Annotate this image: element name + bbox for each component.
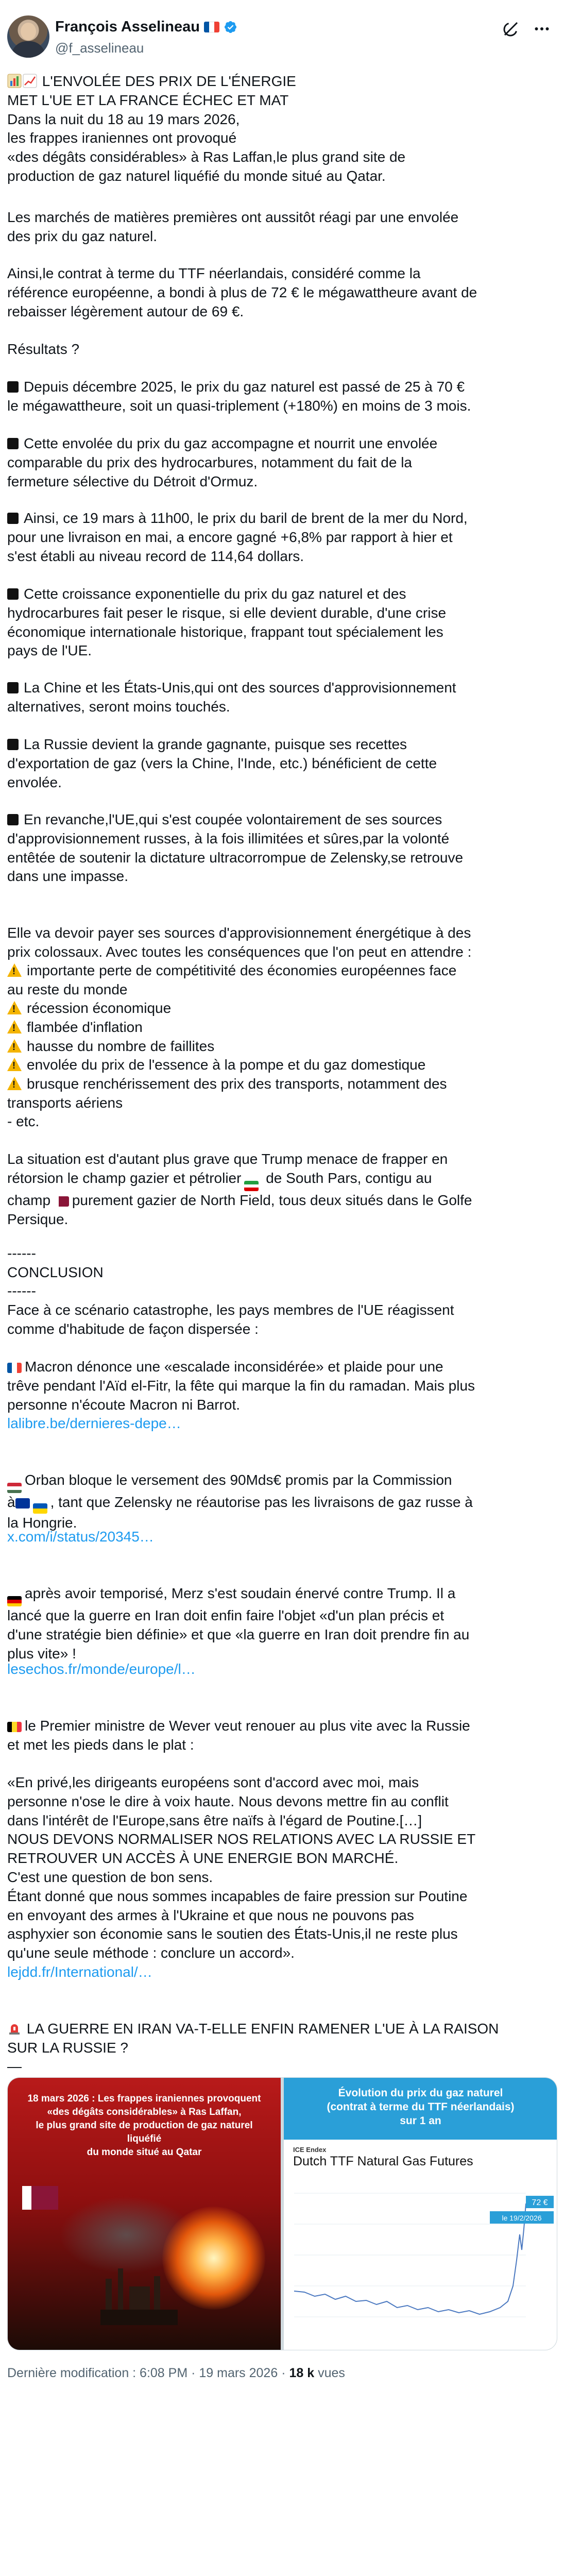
warning-icon bbox=[7, 1020, 22, 1033]
conclusion-title: CONCLUSION bbox=[7, 1264, 104, 1280]
warning-1-text: importante perte de compétitivité des économies européennes face au reste du monde bbox=[7, 962, 457, 997]
media-gallery[interactable] bbox=[7, 2077, 557, 2350]
paragraph-trump bbox=[7, 1150, 558, 1229]
belgium-quote: «En privé,les dirigeants européens sont d'accord avec moi, mais personne n'ose le dire à voix haute. Nous devons mettre fin au conflit dans l'intérêt de l'Europe,sans être naïfs à l'égard de Poutine.[…] NOUS DEVONS NORMALISER NOS RELATIONS AVEC LA RUSSIE ET RETROUVER UN ACCÈS À UNE ENERGIE BON MARCHÉ. C'est une question de bon sens. Étant donné que nous sommes incapables de faire pression sur Poutine en envoyant des armes à l'Ukraine et que nous ne pouvons pas asphyxier son économie sans le soutien des États-Unis,il ne reste plus qu'une seule méthode : conclure un accord». bbox=[7, 1774, 476, 1961]
paragraph-results: Résultats ? bbox=[7, 341, 80, 357]
france-flag-emoji bbox=[7, 1363, 22, 1373]
hungary-text-a: Orban bloque le versement des 90Mds€ promis par la Commission à bbox=[7, 1472, 452, 1511]
bullet-7-text: En revanche,l'UE,qui s'est coupée volontairement de ses sources d'approvisionnement russes, à la fois illimitées et sûres,par la volonté entêtée de soutenir la dictature ultracorrompue de Zelensky,se retrouve dans une impasse. bbox=[7, 811, 464, 885]
warning-icon bbox=[7, 963, 22, 977]
view-count: 18 k bbox=[289, 2366, 315, 2380]
bullet-7 bbox=[7, 810, 558, 886]
ttf-chart-image[interactable] bbox=[284, 2078, 557, 2350]
trump-text-a: La situation est d'autant plus grave que Trump menace de frapper en rétorsion le champ gazier et pétrolier bbox=[7, 1151, 448, 1186]
trump-text-b: de South Pars, contigu au champ bbox=[7, 1170, 432, 1209]
paragraph-consequences: Elle va devoir payer ses sources d'approvisionnement énergétique à des prix colossaux. Avec toutes les conséquences que l'on peut en attendre : bbox=[7, 925, 472, 960]
germany-flag-emoji bbox=[7, 1596, 22, 1606]
warning-etc: - etc. bbox=[7, 1113, 40, 1129]
date-label: le 19/2/2026 bbox=[502, 2214, 542, 2222]
bullet-3-text: Ainsi, ce 19 mars à 11h00, le prix du baril de brent de la mer du Nord, pour une livraison en mai, a encore gagné +6,8% par rapport à hier et s'est établi au niveau record de 114,64 dollars. bbox=[7, 510, 468, 564]
germany-paragraph bbox=[7, 1584, 558, 1664]
bullet-2-text: Cette envolée du prix du gaz accompagne et nourrit une envolée comparable du prix des hydrocarbures, notamment du fait de la fermeture sélective du Détroit d'Ormuz. bbox=[7, 435, 438, 489]
trend-up-emoji bbox=[23, 74, 37, 88]
paragraph-markets: Les marchés de matières premières ont aussitôt réagi par une envolée des prix du gaz naturel. bbox=[7, 209, 459, 244]
post-paragraph-intro bbox=[7, 72, 558, 186]
ras-laffan-caption: 18 mars 2026 : Les frappes iraniennes provoquent «des dégâts considérables» à Ras Laffan, le plus grand site de production de gaz naturel liquéfié du monde situé au Qatar bbox=[27, 2093, 261, 2158]
ukraine-flag-emoji bbox=[33, 1503, 47, 1514]
warning-icon bbox=[7, 1077, 22, 1090]
author-name-row bbox=[55, 19, 237, 36]
avatar-suit bbox=[11, 41, 45, 58]
belgium-paragraph bbox=[7, 1717, 558, 1755]
intro-text: L'ENVOLÉE DES PRIX DE L'ÉNERGIE MET L'UE ET LA FRANCE ÉCHEC ET MAT Dans la nuit du 18 au 19 mars 2026, les frappes iraniennes ont provoqué «des dégâts considérables» à Ras Laffan,le plus grand site de production de gaz naturel liquéfié du monde situé au Qatar. bbox=[7, 73, 406, 184]
paragraph-ttf: Ainsi,le contrat à terme du TTF néerlandais, considéré comme la référence européenne, a bondi à plus de 72 € le mégawattheure avant de rebaisser légèrement autour de 69 €. bbox=[7, 265, 477, 319]
hungary-text-b: , tant que Zelensky ne réautorise pas les livraisons de gaz russe à la Hongrie. bbox=[7, 1494, 473, 1531]
bullet-square-icon bbox=[7, 739, 19, 750]
siren-emoji bbox=[7, 2021, 22, 2036]
bullet-1-text: Depuis décembre 2025, le prix du gaz naturel est passé de 25 à 70 € le mégawattheure, soit un quasi-triplement (+180%) en moins de 3 mois. bbox=[7, 379, 471, 414]
qatar-flag-emoji bbox=[22, 2186, 58, 2210]
bullet-5 bbox=[7, 679, 558, 717]
link-lejdd[interactable]: lejdd.fr/International/… bbox=[7, 1964, 152, 1980]
warning-5-text: envolée du prix de l'essence à la pompe et du gaz domestique bbox=[27, 1057, 426, 1073]
france-text: Macron dénonce une «escalade inconsidérée» et plaide pour une trêve pendant l'Aïd el-Fitr, la fête qui marque la fin du ramadan. Mais plus personne n'écoute Macron ni Barrot. bbox=[7, 1359, 475, 1413]
warning-6-text: brusque renchérissement des prix des transports, notamment des transports aériens bbox=[7, 1076, 447, 1111]
germany-text: après avoir temporisé, Merz s'est soudain énervé contre Trump. Il a lancé que la guerre en Iran doit enfin faire l'objet «d'un plan précis et d'une stratégie bien définie» et que «la guerre en Iran doit prendre fin au plus vite» ! bbox=[7, 1585, 470, 1662]
warning-icon bbox=[7, 1039, 22, 1053]
eu-flag-emoji bbox=[15, 1498, 30, 1509]
ras-laffan-image[interactable] bbox=[8, 2078, 281, 2350]
author-handle[interactable]: @f_asselineau bbox=[55, 40, 144, 56]
qatar-flag-emoji bbox=[55, 1196, 69, 1207]
bullet-square-icon bbox=[7, 381, 19, 393]
author-name[interactable]: François Asselineau bbox=[55, 19, 200, 35]
belgium-flag-emoji bbox=[7, 1722, 22, 1732]
warning-icon bbox=[7, 1058, 22, 1071]
price-label: 72 € bbox=[532, 2198, 548, 2207]
hungary-flag-emoji bbox=[7, 1483, 22, 1493]
link-lesechos[interactable]: lesechos.fr/monde/europe/l… bbox=[7, 1661, 196, 1677]
warning-icon bbox=[7, 1001, 22, 1014]
warning-4 bbox=[7, 1037, 558, 1056]
bullet-square-icon bbox=[7, 682, 19, 693]
divider-top: ------ bbox=[7, 1245, 36, 1261]
warning-6 bbox=[7, 1075, 558, 1113]
chart-name: Dutch TTF Natural Gas Futures bbox=[293, 2154, 473, 2168]
warning-2 bbox=[7, 999, 558, 1018]
bullet-square-icon bbox=[7, 513, 19, 524]
ice-endex-label: ICE Endex bbox=[293, 2146, 327, 2154]
views-label: vues bbox=[318, 2366, 345, 2380]
more-icon[interactable] bbox=[533, 20, 551, 38]
bullet-2 bbox=[7, 434, 558, 491]
warning-3 bbox=[7, 1018, 558, 1037]
warning-4-text: hausse du nombre de faillites bbox=[27, 1038, 215, 1054]
bullet-6 bbox=[7, 735, 558, 792]
warning-2-text: récession économique bbox=[27, 1000, 172, 1016]
end-dash: — bbox=[7, 2058, 22, 2074]
trump-text-c: purement gazier de North Field, tous deux situés dans le Golfe Persique. bbox=[7, 1192, 472, 1227]
warning-1 bbox=[7, 961, 558, 999]
bullet-3 bbox=[7, 509, 558, 566]
ttf-price-chart bbox=[284, 2173, 557, 2350]
chart-title-box: Évolution du prix du gaz naturel (contrat à terme du TTF néerlandais) sur 1 an bbox=[284, 2078, 557, 2140]
fire-shape bbox=[162, 2207, 265, 2310]
gas-plant-shape bbox=[100, 2248, 178, 2325]
bullet-4-text: Cette croissance exponentielle du prix du gaz naturel et des hydrocarbures fait peser le risque, si elle devient durable, d'une crise économique internationale historique, frappant tout spécialement les pays de l'UE. bbox=[7, 586, 447, 659]
post-meta bbox=[7, 2366, 345, 2381]
warning-5 bbox=[7, 1056, 558, 1075]
hungary-paragraph bbox=[7, 1471, 558, 1533]
post-header bbox=[0, 0, 564, 64]
final-question bbox=[7, 2020, 558, 2058]
link-lalibre[interactable]: lalibre.be/dernieres-depe… bbox=[7, 1415, 181, 1431]
bar-chart-emoji bbox=[7, 74, 22, 88]
avatar-face bbox=[21, 23, 36, 40]
bullet-4 bbox=[7, 585, 558, 660]
belgium-text: le Premier ministre de Wever veut renouer au plus vite avec la Russie et met les pieds dans le plat : bbox=[7, 1718, 470, 1753]
final-question-text: LA GUERRE EN IRAN VA-T-ELLE ENFIN RAMENER L'UE À LA RAISON SUR LA RUSSIE ? bbox=[7, 2021, 499, 2056]
france-paragraph bbox=[7, 1358, 558, 1414]
bullet-6-text: La Russie devient la grande gagnante, puisque ses recettes d'exportation de gaz (vers la Chine, l'Inde, etc.) bénéficient de cette envolée. bbox=[7, 736, 437, 790]
last-modified[interactable]: Dernière modification : 6:08 PM · 19 mars 2026 · bbox=[7, 2366, 286, 2380]
divider-bottom: ------ bbox=[7, 1283, 36, 1299]
bullet-square-icon bbox=[7, 588, 19, 600]
grok-icon[interactable] bbox=[502, 20, 520, 38]
iran-flag-emoji bbox=[244, 1181, 259, 1191]
conclusion-intro: Face à ce scénario catastrophe, les pays membres de l'UE réagissent comme d'habitude de façon dispersée : bbox=[7, 1302, 454, 1337]
bullet-square-icon bbox=[7, 438, 19, 449]
bullet-square-icon bbox=[7, 814, 19, 825]
verified-badge-icon[interactable] bbox=[224, 20, 237, 34]
france-flag-emoji bbox=[204, 22, 219, 32]
warning-3-text: flambée d'inflation bbox=[27, 1019, 143, 1035]
avatar[interactable] bbox=[7, 15, 49, 58]
bullet-1 bbox=[7, 378, 558, 416]
bullet-5-text: La Chine et les États-Unis,qui ont des sources d'approvisionnement alternatives, seront moins touchés. bbox=[7, 680, 456, 715]
link-x-status[interactable]: x.com/i/status/20345… bbox=[7, 1529, 154, 1545]
